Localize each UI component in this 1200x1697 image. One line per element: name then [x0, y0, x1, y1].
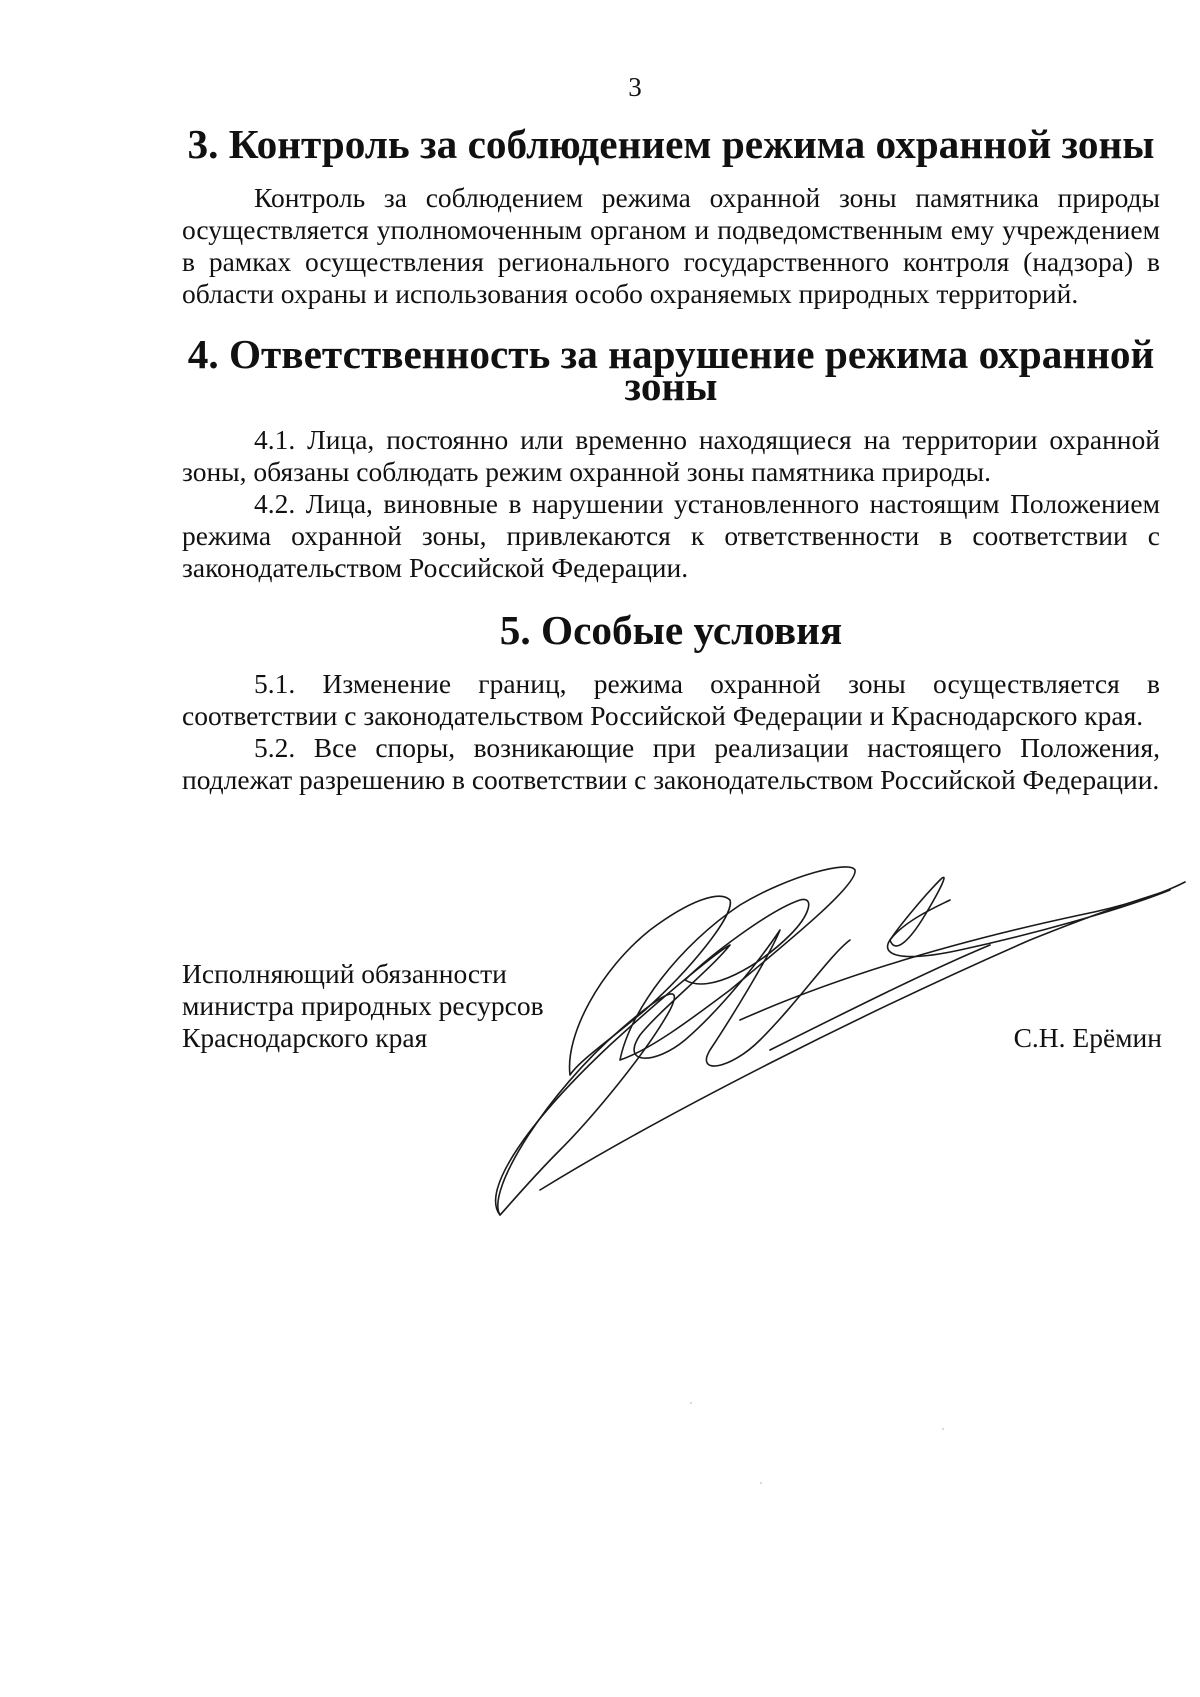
signatory-name: С.Н. Ерёмин [1013, 1022, 1162, 1053]
clause-5-1: 5.1. Изменение границ, режима охранной зоны осуществляется в соответствии с законодательством Российской Федерации и Краснодарского края. [182, 668, 1160, 731]
position-line-1: Исполняющий обязанности [182, 958, 507, 989]
scan-speck [760, 1482, 762, 1484]
position-line-3: Краснодарского края [182, 1022, 428, 1053]
section-5-heading: 5. Особые условия [499, 607, 843, 653]
clause-5-2: 5.2. Все споры, возникающие при реализации настоящего Положения, подлежат разрешению в соответствии с законодательством Российской Федерации. [182, 732, 1160, 795]
page-number: 3 [628, 72, 642, 102]
position-line-2: министра природных ресурсов [182, 990, 544, 1021]
clause-4-1: 4.1. Лица, постоянно или временно находящиеся на территории охранной зоны, обязаны соблюдать режим охранной зоны памятника природы. [182, 424, 1160, 487]
section-4-heading: 4. Ответственность за нарушение режима охранной зоны [187, 331, 1155, 409]
scan-speck [690, 1402, 692, 1404]
scan-speck [942, 1428, 944, 1430]
section-3-heading: 3. Контроль за соблюдением режима охранной зоны [187, 121, 1155, 167]
section-3-paragraph: Контроль за соблюдением режима охранной зоны памятника природы осуществляется уполномоченным органом и подведомственным ему учреждением в рамках осуществления регионального государственного контроля (надзора) в области охраны и использования особо охраняемых природных территорий. [182, 182, 1160, 309]
clause-4-2: 4.2. Лица, виновные в нарушении установленного настоящим Положением режима охранной зоны, привлекаются к ответственности в соответствии с законодательством Российской Федерации. [182, 488, 1160, 583]
document-body [182, 121, 1160, 796]
